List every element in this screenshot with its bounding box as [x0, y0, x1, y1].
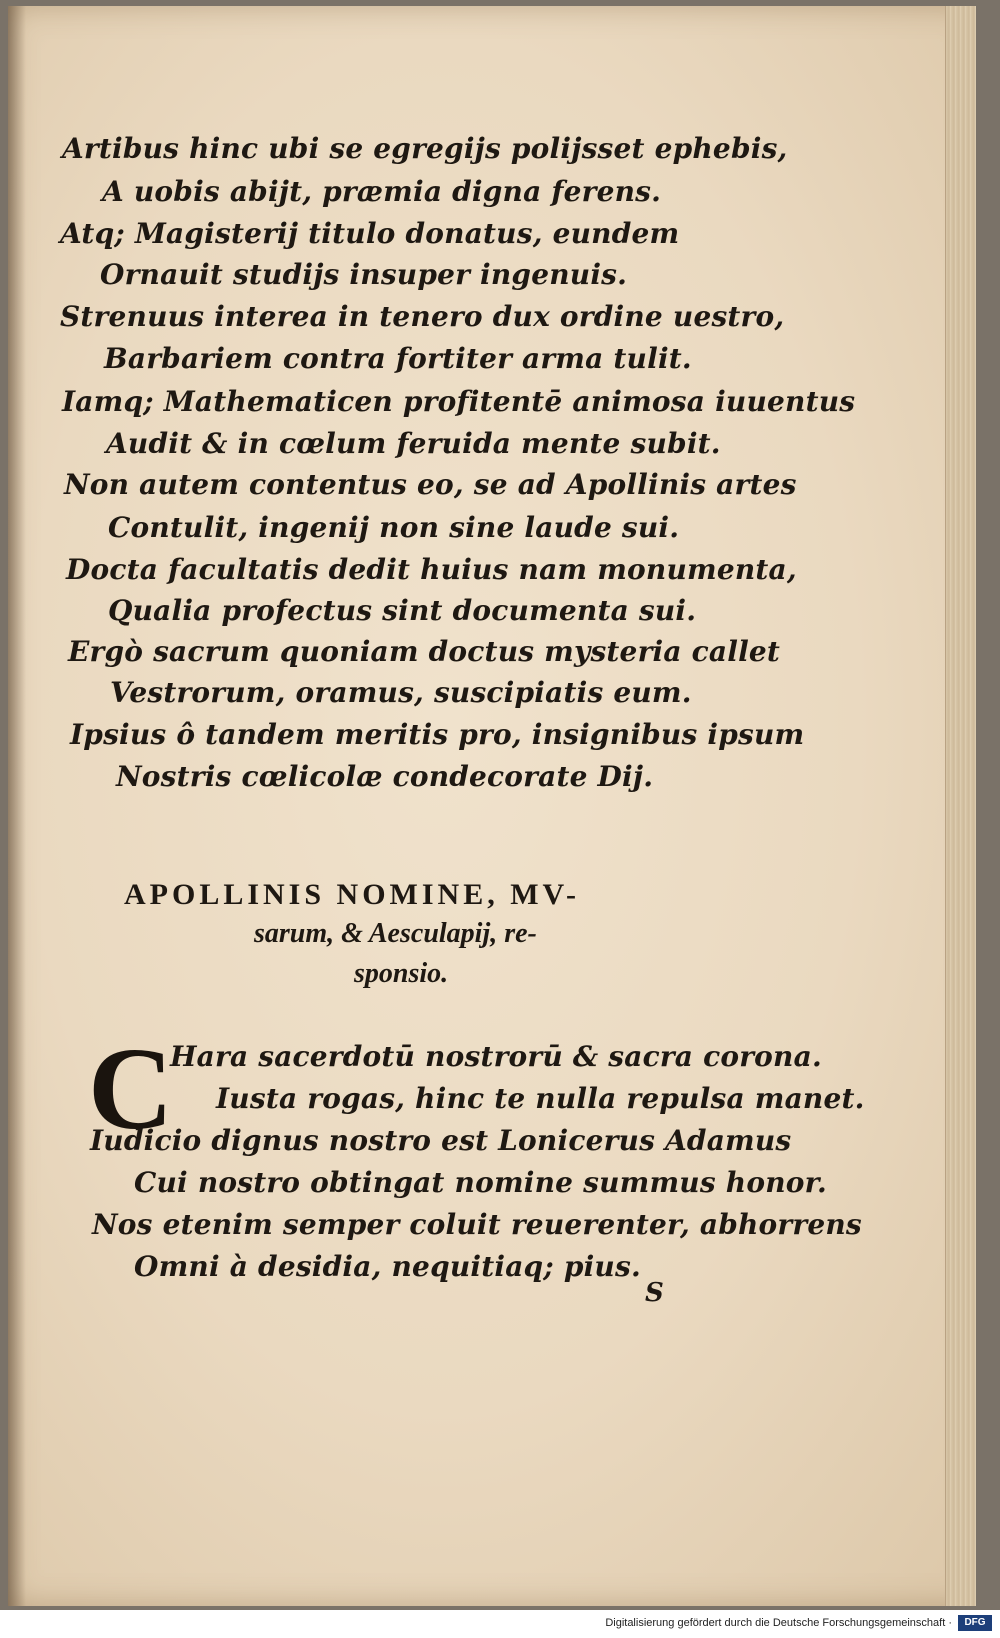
poem-line-11: Docta facultatis dedit huius nam monumenta,: [66, 553, 797, 586]
poem-line-6: Barbariem contra fortiter arma tulit.: [104, 342, 692, 375]
poem-line-12: Qualia profectus sint documenta sui.: [108, 594, 697, 627]
poem-line-5: Strenuus interea in tenero dux ordine uestro,: [60, 300, 785, 333]
section-heading-line-2: sarum, & Aesculapij, re-: [254, 918, 537, 949]
poem-line-2: A uobis abijt, præmia digna ferens.: [102, 175, 662, 208]
drop-capital: C: [88, 1023, 174, 1154]
poem-line-13: Ergò sacrum quoniam doctus mysteria callet: [68, 635, 781, 668]
poem-line-1: Artibus hinc ubi se egregijs polijsset ephebis,: [62, 132, 788, 165]
poem-line-7: Iamq; Mathematicen profitentē animosa iuuentus: [62, 385, 856, 418]
poem-line-9: Non autem contentus eo, se ad Apollinis artes: [64, 468, 797, 501]
poem-line-16: Nostris cœlicolæ condecorate Dij.: [116, 760, 654, 793]
response-line-6: Omni à desidia, nequitiaq; pius.: [134, 1250, 641, 1283]
page-fore-edge: [945, 6, 976, 1606]
poem-line-15: Ipsius ô tandem meritis pro, insignibus ipsum: [70, 718, 805, 751]
section-heading-line-1: APOLLINIS NOMINE, MV-: [124, 878, 580, 911]
section-heading-line-3: sponsio.: [354, 958, 449, 989]
poem-line-8: Audit & in cœlum feruida mente subit.: [106, 427, 721, 460]
response-line-4: Cui nostro obtingat nomine summus honor.: [134, 1166, 827, 1199]
signature-mark: S: [645, 1278, 664, 1308]
footer-credit: Digitalisierung gefördert durch die Deutsche Forschungsgemeinschaft ·: [605, 1617, 952, 1629]
response-line-1: Hara sacerdotū nostrorū & sacra corona.: [170, 1040, 822, 1073]
dfg-logo: DFG: [958, 1615, 992, 1631]
response-line-2: Iusta rogas, hinc te nulla repulsa manet.: [216, 1082, 865, 1115]
poem-line-3: Atq; Magisterij titulo donatus, eundem: [60, 217, 680, 250]
response-line-5: Nos etenim semper coluit reuerenter, abhorrens: [92, 1208, 862, 1241]
page-gutter-shadow: [8, 6, 26, 1606]
poem-line-4: Ornauit studijs insuper ingenuis.: [100, 258, 628, 291]
poem-line-10: Contulit, ingenij non sine laude sui.: [108, 511, 680, 544]
poem-line-14: Vestrorum, oramus, suscipiatis eum.: [110, 676, 692, 709]
response-line-3: Iudicio dignus nostro est Lonicerus Adamus: [90, 1124, 792, 1157]
